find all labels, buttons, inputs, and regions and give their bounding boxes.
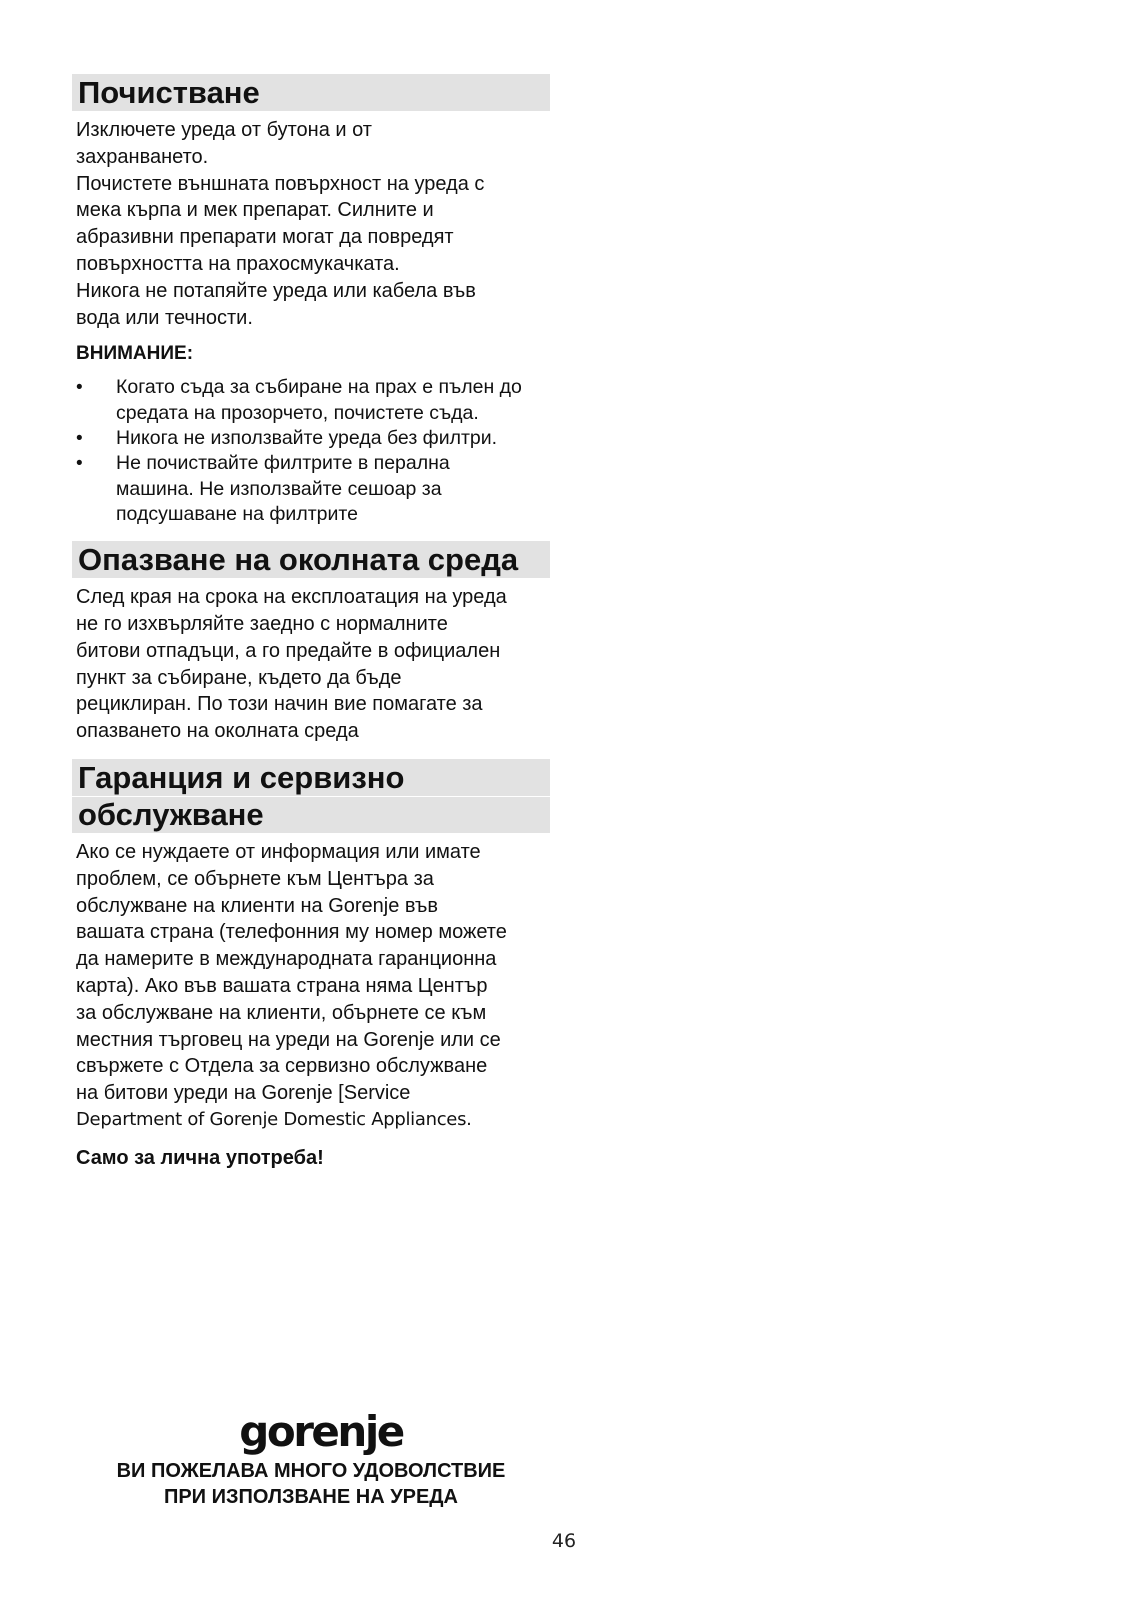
bullet-icon: • (76, 453, 83, 475)
warranty-line: проблем, се обърнете към Центъра за (76, 867, 434, 890)
cleaning-line: Никога не потапяйте уреда или кабела във (76, 279, 476, 302)
cleaning-line: Изключете уреда от бутона и от (76, 119, 372, 141)
page-number: 46 (551, 1530, 577, 1552)
cleaning-heading: Почистване (72, 74, 550, 111)
warranty-line-latin: Department of Gorenje Domestic Appliances. (76, 1108, 472, 1130)
environment-line: рециклиран. По този начин вие помагате за (76, 693, 483, 716)
warranty-line: свържете с Отдела за сервизно обслужване (76, 1055, 488, 1078)
bullet-line: машина. Не използвайте сешоар за (116, 477, 442, 500)
warranty-line: за обслужване на клиенти, обърнете се към (76, 1001, 487, 1024)
warranty-line: местния търговец на уреди на Gorenje или се (76, 1028, 501, 1051)
environment-line: пункт за събиране, където да бъде (76, 666, 402, 689)
personal-use-note: Само за лична употреба! (76, 1146, 324, 1169)
cleaning-line: захранването. (76, 145, 209, 168)
warranty-line: обслужване на клиенти на Gorenje във (76, 894, 438, 917)
warranty-heading-line: обслужване (78, 796, 264, 832)
bullet-icon: • (76, 377, 83, 399)
gorenje-logo: gorenje (239, 1407, 403, 1456)
cleaning-line: Почистете външната повърхност на уреда с (76, 172, 485, 195)
cleaning-line: вода или течности. (76, 306, 253, 329)
content-column (72, 74, 550, 1172)
warning-label: ВНИМАНИЕ: (76, 343, 194, 365)
environment-line: не го изхвърляйте заедно с нормалните (76, 612, 448, 635)
footer (72, 1407, 550, 1510)
cleaning-text (72, 117, 550, 331)
slogan-line: ВИ ПОЖЕЛАВА МНОГО УДОВОЛСТВИЕ (116, 1460, 506, 1482)
warranty-heading (72, 759, 550, 833)
warranty-heading-line: Гаранция и сервизно (78, 759, 405, 795)
list-item (72, 375, 550, 426)
environment-heading: Опазване на околната среда (72, 541, 550, 578)
bullet-icon: • (76, 427, 83, 449)
cleaning-line: абразивни препарати могат да повредят (76, 226, 454, 249)
list-item (72, 426, 550, 451)
bullet-line: подсушаване на филтрите (116, 502, 358, 525)
warranty-line: Ако се нуждаете от информация или имате (76, 840, 481, 863)
bullet-line: Никога не използвайте уреда без филтри. (116, 426, 498, 449)
list-item (72, 451, 550, 527)
warranty-line: карта). Ако във вашата страна няма Център (76, 974, 488, 997)
environment-line: След края на срока на експлоатация на уреда (76, 586, 507, 609)
environment-text (72, 584, 550, 745)
warranty-text (72, 839, 550, 1134)
environment-line: опазването на околната среда (76, 720, 359, 743)
bullet-line: Не почиствайте филтрите в перална (116, 452, 450, 475)
environment-line: битови отпадъци, а го предайте в официален (76, 639, 501, 662)
cleaning-line: мека кърпа и мек препарат. Силните и (76, 199, 434, 222)
slogan (72, 1458, 550, 1510)
cleaning-line: повърхността на прахосмукачката. (76, 252, 400, 275)
bullet-line: Когато съда за събиране на прах е пълен до (116, 376, 522, 399)
warning-list (72, 375, 550, 527)
warranty-line: на битови уреди на Gorenje [Service (76, 1082, 411, 1105)
bullet-line: средата на прозорчето, почистете съда. (116, 401, 479, 424)
warranty-line: вашата страна (телефонния му номер можете (76, 921, 507, 944)
warranty-line: да намерите в международната гаранционна (76, 948, 497, 971)
slogan-line: ПРИ ИЗПОЛЗВАНЕ НА УРЕДА (163, 1486, 459, 1508)
